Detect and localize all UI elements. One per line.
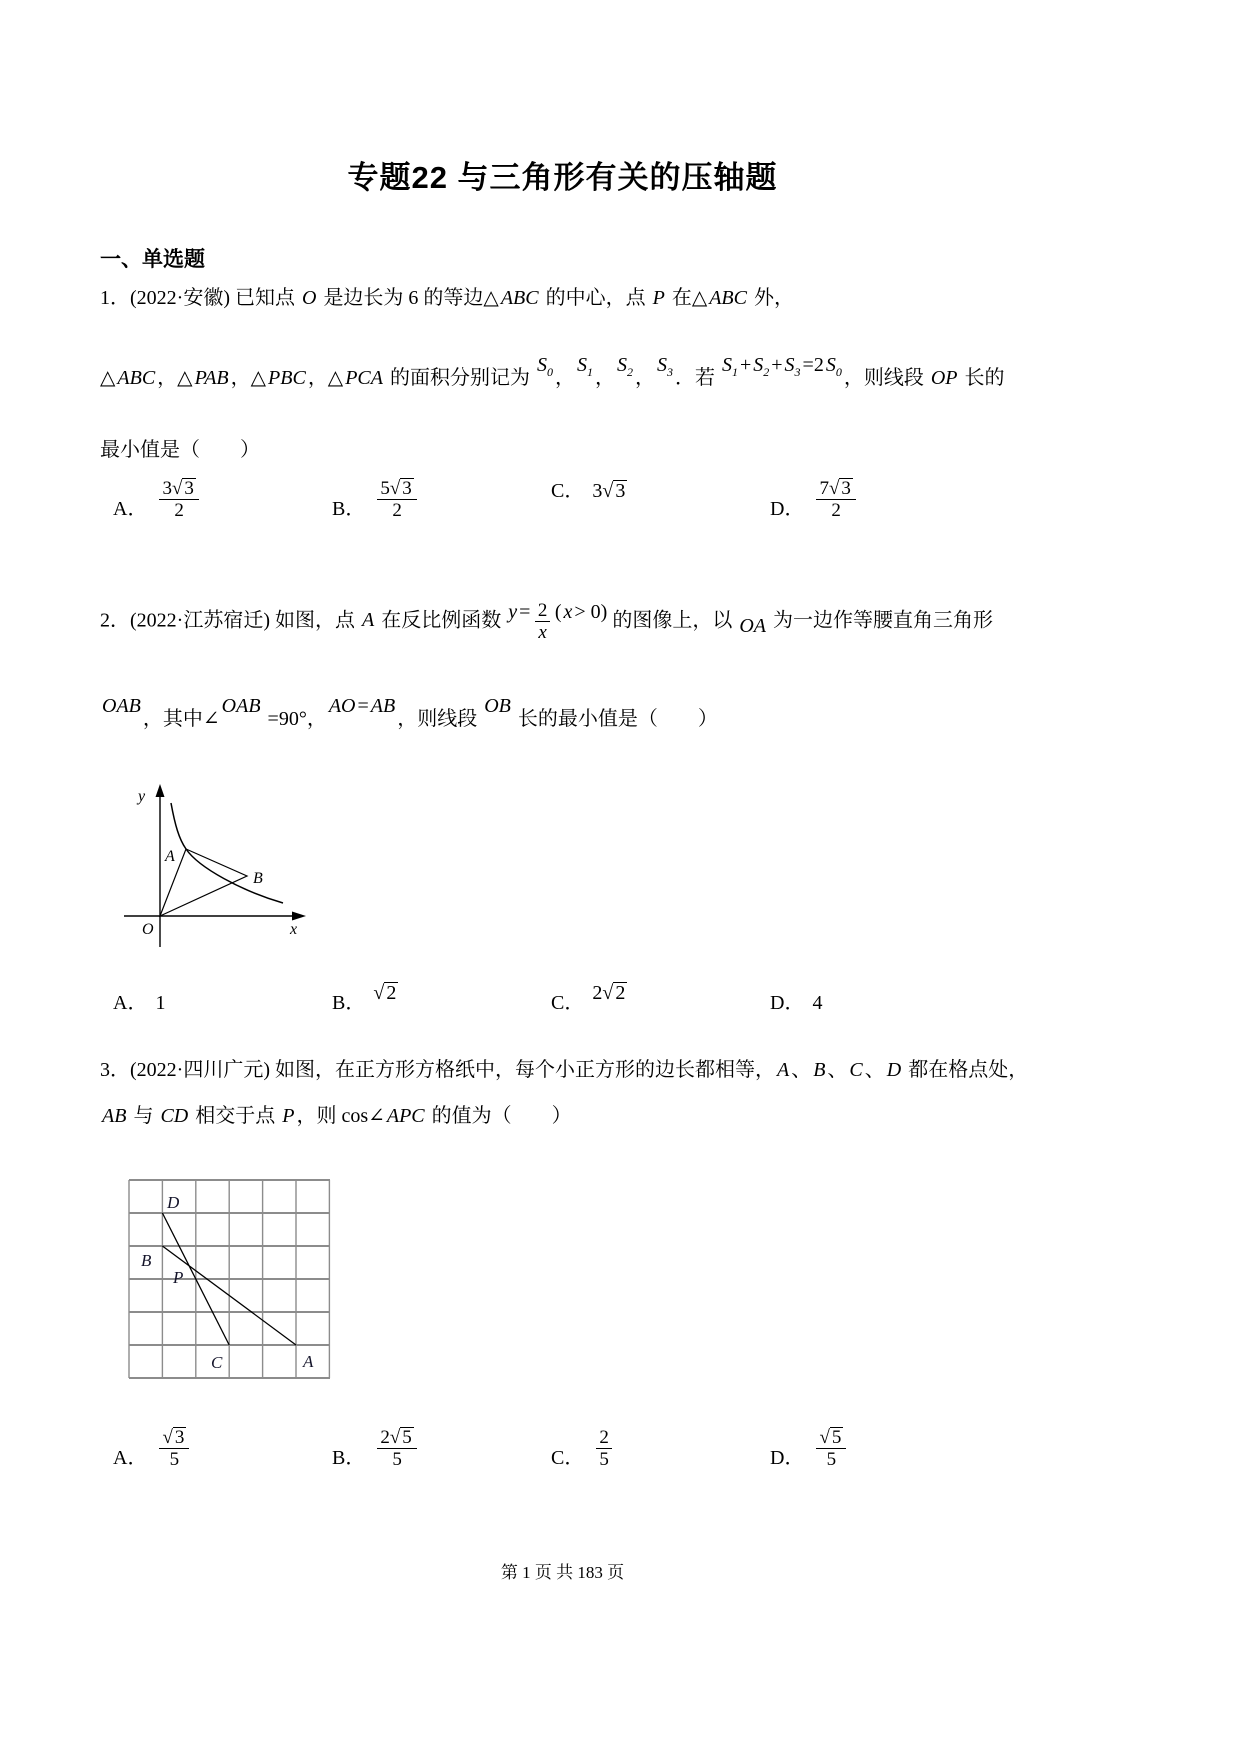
option-value: $\frac{√ 5}{5}$: [812, 1427, 850, 1471]
option-letter: A．: [113, 992, 148, 1014]
option-value: $\frac{√ 3}{5}$: [155, 1427, 193, 1471]
q3-text-line-1: 3．(2022·四川广元) 如图，在正方形方格纸中，每个小正方形的边长都相等， A 、 B 、 C 、 D 都在格点处，: [100, 1059, 1029, 1081]
point-b-label: B: [141, 1251, 152, 1270]
option-letter: B．: [332, 1446, 366, 1469]
option-letter: A．: [113, 497, 148, 520]
q2-option-a: [113, 990, 165, 1016]
y-axis-arrow-icon: [156, 784, 165, 797]
origin-label: O: [142, 921, 154, 938]
point-a-label: A: [165, 848, 175, 865]
q2-option-d: [770, 990, 822, 1016]
option-letter: C．: [551, 992, 585, 1014]
option-value: $\frac{3√ 3}{2}$: [155, 478, 202, 522]
point-a-label: A: [303, 1352, 314, 1371]
point-p-label: P: [173, 1268, 184, 1287]
point-c-label: C: [211, 1353, 223, 1372]
option-letter: B．: [332, 992, 366, 1014]
option-letter: C．: [551, 1446, 585, 1469]
q1-option-c: [551, 478, 627, 504]
q3-option-d: [770, 1427, 850, 1471]
section-header: 一、单选题: [100, 248, 205, 271]
option-value: 4: [812, 992, 823, 1014]
q2-option-c: [551, 982, 627, 1016]
point-d-label: D: [167, 1193, 180, 1212]
q2-option-b: [332, 982, 398, 1016]
q3-option-a: [113, 1427, 193, 1471]
option-letter: D．: [770, 1446, 805, 1469]
option-letter: A．: [113, 1446, 148, 1469]
q2-text-line-1: 2．(2022·江苏宿迁) 如图，点 A 在反比例函数 y = $\frac{2}{x}$ ( x> 0) 的图像上，以 OA 为一边作等腰直角三角形: [100, 600, 993, 644]
y-axis-label: y: [138, 788, 146, 805]
q1-text-line-3: 最小值是（ ）: [100, 439, 260, 461]
option-value: 2√ 2: [592, 982, 626, 1004]
option-value: $\frac{7√ 3}{2}$: [812, 478, 859, 522]
option-letter: D．: [770, 992, 805, 1014]
q2-text-line-2: OAB，其中∠OAB =90°，AO= AB，则线段 OB 长的最小值是（ ）: [102, 695, 718, 730]
option-value: 3√ 3: [592, 480, 626, 502]
page-title: 专题22 与三角形有关的压轴题: [347, 160, 778, 195]
option-value: √ 2: [373, 982, 397, 1004]
q3-option-b: [332, 1427, 421, 1471]
q1-option-b: [332, 478, 421, 522]
q1-option-d: [770, 478, 860, 522]
option-letter: C．: [551, 480, 585, 502]
option-value: $\frac{2}{5}$: [592, 1427, 616, 1471]
option-value: $\frac{5√ 3}{2}$: [373, 478, 420, 522]
option-value: 1: [155, 992, 166, 1014]
option-letter: D．: [770, 497, 805, 520]
q3-grid-figure: [128, 1179, 331, 1379]
q1-text-line-2: △ ABC ，△ PAB ，△ PBC ，△ PCA 的面积分别记为 $S_0$ ，$S_1$ ，$S_2$ ，$S_3$ ．若 $S_1 + S_2 + S_3=2$ $S_0$ ，则线段 OP 长的: [100, 354, 1005, 389]
x-axis-arrow-icon: [292, 912, 306, 921]
q1-option-a: [113, 478, 203, 522]
option-value: $\frac{2√ 5}{5}$: [373, 1427, 420, 1471]
x-axis-label: x: [290, 921, 298, 938]
page-number: 第 1 页 共 183 页: [500, 1563, 625, 1582]
q1-text-line-1: 1．(2022·安徽) 已知点 O 是边长为 6 的等边△ ABC 的中心，点 P 在△ ABC 外，: [100, 287, 794, 309]
point-b-label: B: [253, 870, 263, 887]
q2-coordinate-figure: [118, 782, 313, 957]
q3-option-c: [551, 1427, 616, 1471]
hyperbola-curve: [171, 803, 283, 903]
q3-text-line-2: AB 与 CD 相交于点 P ，则 cos∠ APC 的值为（ ）: [102, 1105, 572, 1127]
option-letter: B．: [332, 497, 366, 520]
